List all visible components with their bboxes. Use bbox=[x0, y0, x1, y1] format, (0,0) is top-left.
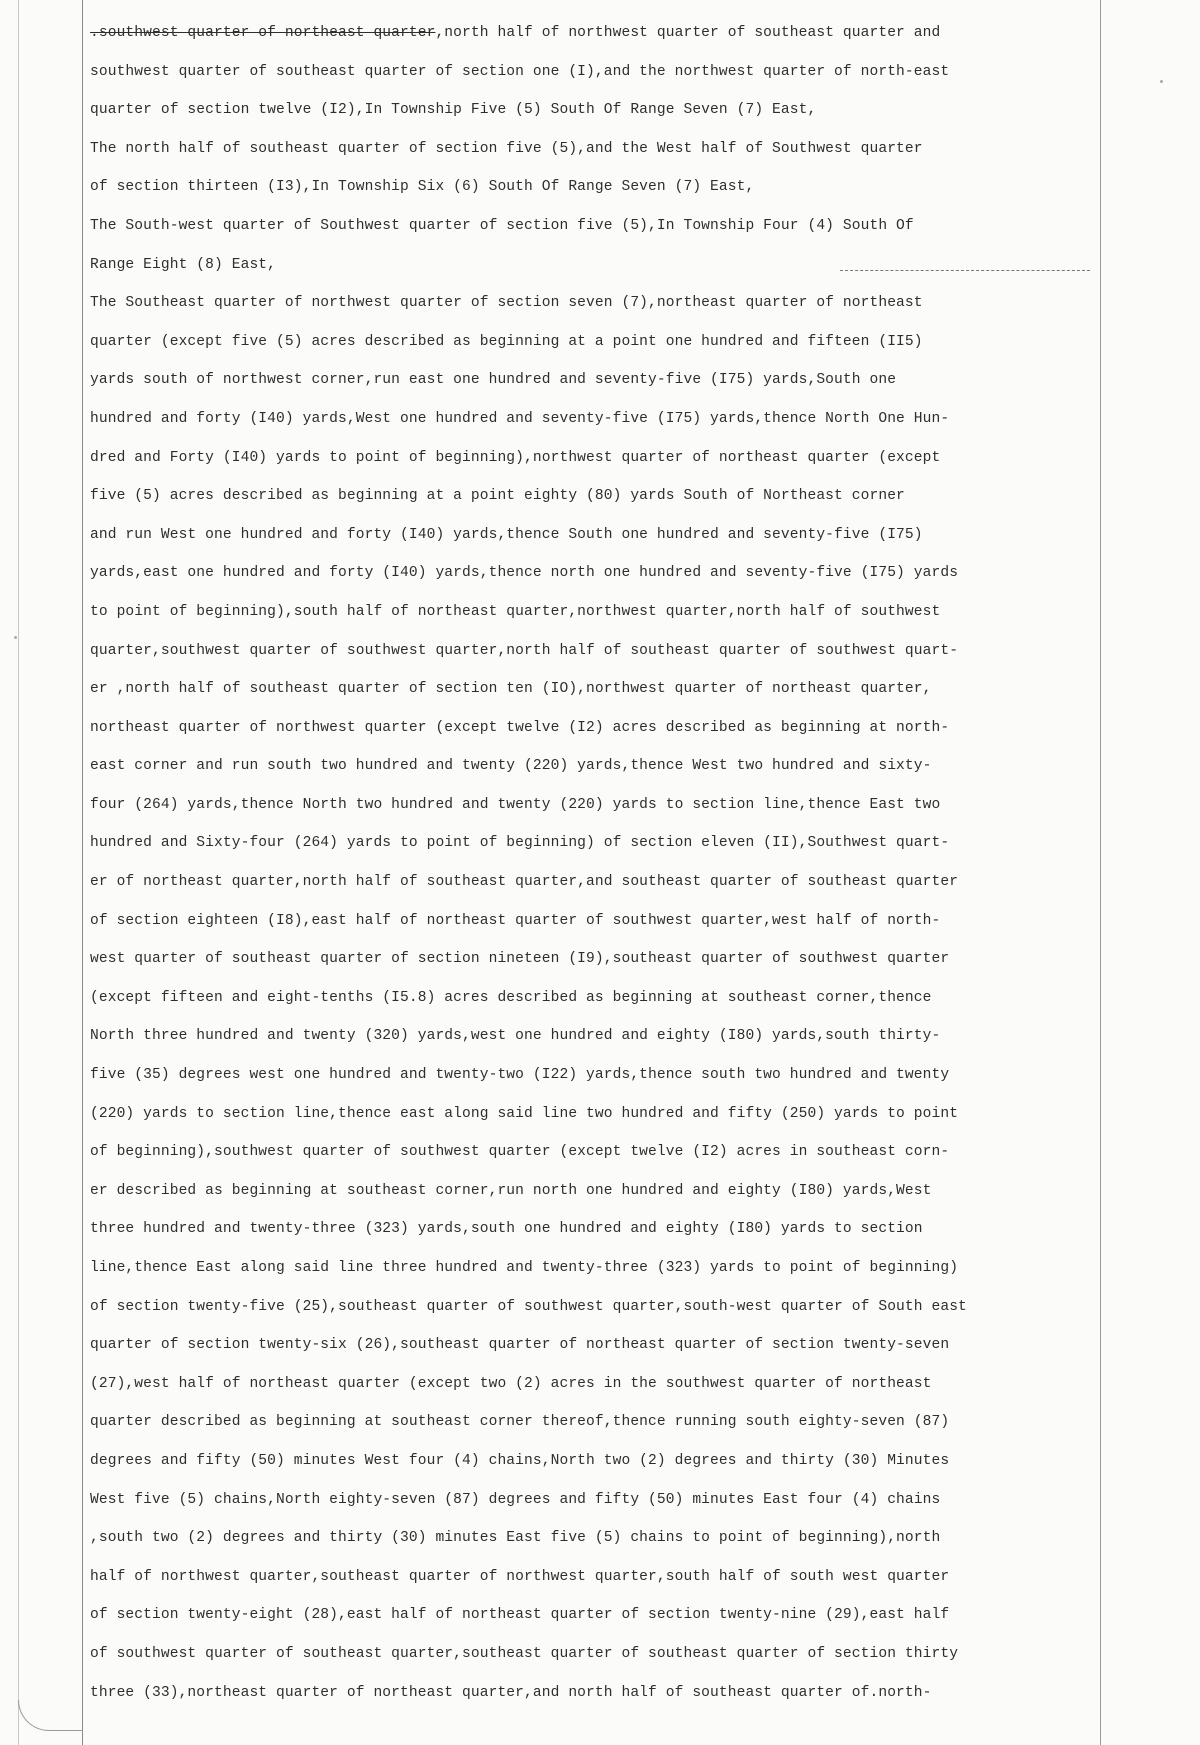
struck-through-text: .southwest quarter of northeast quarter bbox=[90, 25, 436, 41]
text-line: er ,north half of southeast quarter of section ten (IO),northwest quarter of northeast quarter, bbox=[90, 681, 932, 698]
text-line: ,south two (2) degrees and thirty (30) minutes East five (5) chains to point of beginning),north bbox=[90, 1530, 941, 1547]
text-line: of section eighteen (I8),east half of northeast quarter of southwest quarter,west half of north- bbox=[90, 912, 941, 929]
text-line: hundred and forty (I40) yards,West one hundred and seventy-five (I75) yards,thence North One Hun- bbox=[90, 410, 950, 427]
text-line: yards,east one hundred and forty (I40) yards,thence north one hundred and seventy-five (I75) yards bbox=[90, 565, 959, 582]
text-line: of beginning),southwest quarter of southwest quarter (except twelve (I2) acres in southeast corn- bbox=[90, 1144, 950, 1161]
text-line: (220) yards to section line,thence east along said line two hundred and fifty (250) yards to point bbox=[90, 1105, 959, 1122]
page-edge-line bbox=[18, 0, 19, 1745]
text-line: Range Eight (8) East, bbox=[90, 256, 277, 273]
text-line: (27),west half of northeast quarter (except two (2) acres in the southwest quarter of northeast bbox=[90, 1375, 932, 1392]
text-line: southwest quarter of southeast quarter of section one (I),and the northwest quarter of north-east bbox=[90, 63, 950, 80]
text-line: of section twenty-eight (28),east half of northeast quarter of section twenty-nine (29),east half bbox=[90, 1607, 950, 1624]
paper-speck bbox=[1160, 80, 1163, 83]
text-line: of section thirteen (I3),In Township Six (6) South Of Range Seven (7) East, bbox=[90, 179, 755, 196]
text-line: yards south of northwest corner,run east one hundred and seventy-five (I75) yards,South one bbox=[90, 372, 897, 389]
text-line: northeast quarter of northwest quarter (except twelve (I2) acres described as beginning at north- bbox=[90, 719, 950, 736]
text-line: The north half of southeast quarter of section five (5),and the West half of Southwest quarter bbox=[90, 140, 923, 157]
page-corner-curl bbox=[18, 1700, 83, 1731]
text-line: five (5) acres described as beginning at a point eighty (80) yards South of Northeast corner bbox=[90, 488, 905, 505]
text-line-continuation: ,north half of northwest quarter of southeast quarter and bbox=[435, 25, 941, 41]
text-line: er described as beginning at southeast corner,run north one hundred and eighty (I80) yards,West bbox=[90, 1182, 932, 1199]
text-line: quarter,southwest quarter of southwest quarter,north half of southeast quarter of southwest quart- bbox=[90, 642, 959, 659]
text-line: dred and Forty (I40) yards to point of beginning),northwest quarter of northeast quarter (except bbox=[90, 449, 941, 466]
text-line: quarter of section twenty-six (26),southeast quarter of northeast quarter of section twenty-seven bbox=[90, 1337, 950, 1354]
text-line: North three hundred and twenty (320) yards,west one hundred and eighty (I80) yards,south thirty- bbox=[90, 1028, 941, 1045]
text-line: West five (5) chains,North eighty-seven (87) degrees and fifty (50) minutes East four (4) chains bbox=[90, 1491, 941, 1508]
text-line: west quarter of southeast quarter of section nineteen (I9),southeast quarter of southwest quarter bbox=[90, 951, 950, 968]
text-line: quarter described as beginning at southeast corner thereof,thence running south eighty-seven (87) bbox=[90, 1414, 950, 1431]
text-line: quarter (except five (5) acres described as beginning at a point one hundred and fifteen (II5) bbox=[90, 333, 923, 350]
text-line bbox=[90, 14, 1100, 53]
text-line: five (35) degrees west one hundred and twenty-two (I22) yards,thence south two hundred and twenty bbox=[90, 1067, 950, 1084]
text-line: of southwest quarter of southeast quarter,southeast quarter of southeast quarter of section thirty bbox=[90, 1645, 959, 1662]
left-margin-line bbox=[82, 0, 83, 1745]
text-line: half of northwest quarter,southeast quarter of northwest quarter,south half of south west quarter bbox=[90, 1568, 950, 1585]
text-line: of section twenty-five (25),southeast quarter of southwest quarter,south-west quarter of South east bbox=[90, 1298, 967, 1315]
text-line: er of northeast quarter,north half of southeast quarter,and southeast quarter of southeast quarter bbox=[90, 874, 959, 891]
text-line: four (264) yards,thence North two hundred and twenty (220) yards to section line,thence East two bbox=[90, 796, 941, 813]
text-line: degrees and fifty (50) minutes West four (4) chains,North two (2) degrees and thirty (30) Minutes bbox=[90, 1452, 950, 1469]
typewritten-text-block bbox=[90, 14, 1100, 1712]
text-line: line,thence East along said line three hundred and twenty-three (323) yards to point of beginning) bbox=[90, 1260, 959, 1276]
right-margin-line bbox=[1100, 0, 1101, 1745]
text-line: and run West one hundred and forty (I40) yards,thence South one hundred and seventy-five (I75) bbox=[90, 526, 923, 543]
text-line: hundred and Sixty-four (264) yards to point of beginning) of section eleven (II),Southwest quart- bbox=[90, 835, 950, 852]
text-line: The Southeast quarter of northwest quarter of section seven (7),northeast quarter of northeast bbox=[90, 295, 923, 312]
paper-speck bbox=[14, 636, 17, 639]
text-line: three (33),northeast quarter of northeast quarter,and north half of southeast quarter of.north- bbox=[90, 1684, 932, 1701]
text-line: (except fifteen and eight-tenths (I5.8) acres described as beginning at southeast corner,thence bbox=[90, 989, 932, 1006]
text-line: The South-west quarter of Southwest quarter of section five (5),In Township Four (4) South Of bbox=[90, 217, 914, 234]
text-line: three hundred and twenty-three (323) yards,south one hundred and eighty (I80) yards to section bbox=[90, 1221, 923, 1238]
text-line: east corner and run south two hundred and twenty (220) yards,thence West two hundred and sixty- bbox=[90, 758, 932, 775]
text-line: quarter of section twelve (I2),In Township Five (5) South Of Range Seven (7) East, bbox=[90, 102, 817, 119]
text-line: to point of beginning),south half of northeast quarter,northwest quarter,north half of southwest bbox=[90, 603, 941, 620]
